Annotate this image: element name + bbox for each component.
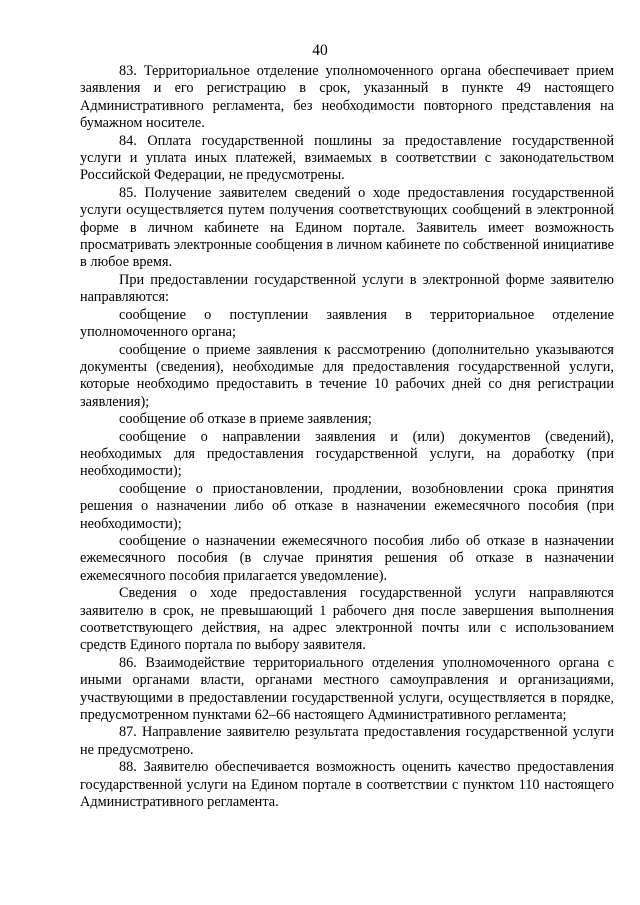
notification-item: сообщение о приостановлении, продлении, возобновлении срока принятия решения о назначении либо об отказе в назначении ежемесячного пособия (при необходимости); [80, 480, 614, 532]
page-number: 40 [312, 42, 328, 59]
notifications-intro: При предоставлении государственной услуги в электронной форме заявителю направляются: [80, 271, 614, 306]
paragraph-87: 87. Направление заявителю результата предоставления государственной услуги не предусмотрено. [80, 724, 614, 758]
paragraph-88: 88. Заявителю обеспечивается возможность оценить качество предоставления государственной услуги на Едином портале в соответствии с пунктом 110 настоящего Административного регламента. [80, 759, 614, 811]
paragraph-84: 84. Оплата государственной пошлины за предоставление государственной услуги и уплата иных платежей, взимаемых в соответствии с законодательством Российской Федерации, не предусмотрены. [80, 132, 614, 184]
notification-item: сообщение об отказе в приеме заявления; [119, 411, 372, 428]
status-info-paragraph: Сведения о ходе предоставления государственной услуги направляются заявителю в срок, не превышающий 1 рабочего дня после завершения выполнения соответствующего действия, на адрес электронной почты или с использованием средств Единого портала по выбору заявителя. [80, 585, 614, 654]
notification-item: сообщение о направлении заявления и (или) документов (сведений), необходимых для предоставления государственной услуги, на доработку (при необходимости); [80, 428, 614, 480]
document-body [80, 63, 614, 811]
notification-item: сообщение о приеме заявления к рассмотрению (дополнительно указываются документы (сведения), необходимые для предоставления государственной услуги, которые необходимо предоставить в течение 10 рабочих дней со дня регистрации заявления); [80, 341, 614, 410]
notification-item: сообщение о поступлении заявления в территориальное отделение уполномоченного органа; [80, 306, 614, 341]
paragraph-83: 83. Территориальное отделение уполномоченного органа обеспечивает прием заявления и его регистрацию в срок, указанный в пункте 49 настоящего Административного регламента, без необходимости повторного представления на бумажном носителе. [80, 63, 614, 132]
notification-item: сообщение о назначении ежемесячного пособия либо об отказе в назначении ежемесячного пособия (в случае принятия решения об отказе в назначении ежемесячного пособия прилагается уведомление). [80, 532, 614, 584]
paragraph-86: 86. Взаимодействие территориального отделения уполномоченного органа с иными органами власти, органами местного самоуправления и организациями, участвующими в предоставлении государственной услуги, осуществляется в порядке, предусмотренном пунктами 62–66 настоящего Административного регламента; [80, 654, 614, 724]
paragraph-85: 85. Получение заявителем сведений о ходе предоставления государственной услуги осуществляется путем получения соответствующих сообщений в электронной форме в личном кабинете на Едином портале. Заявитель имеет возможность просматривать электронные сообщения в личном кабинете по собственной инициативе в любое время. [80, 184, 614, 271]
